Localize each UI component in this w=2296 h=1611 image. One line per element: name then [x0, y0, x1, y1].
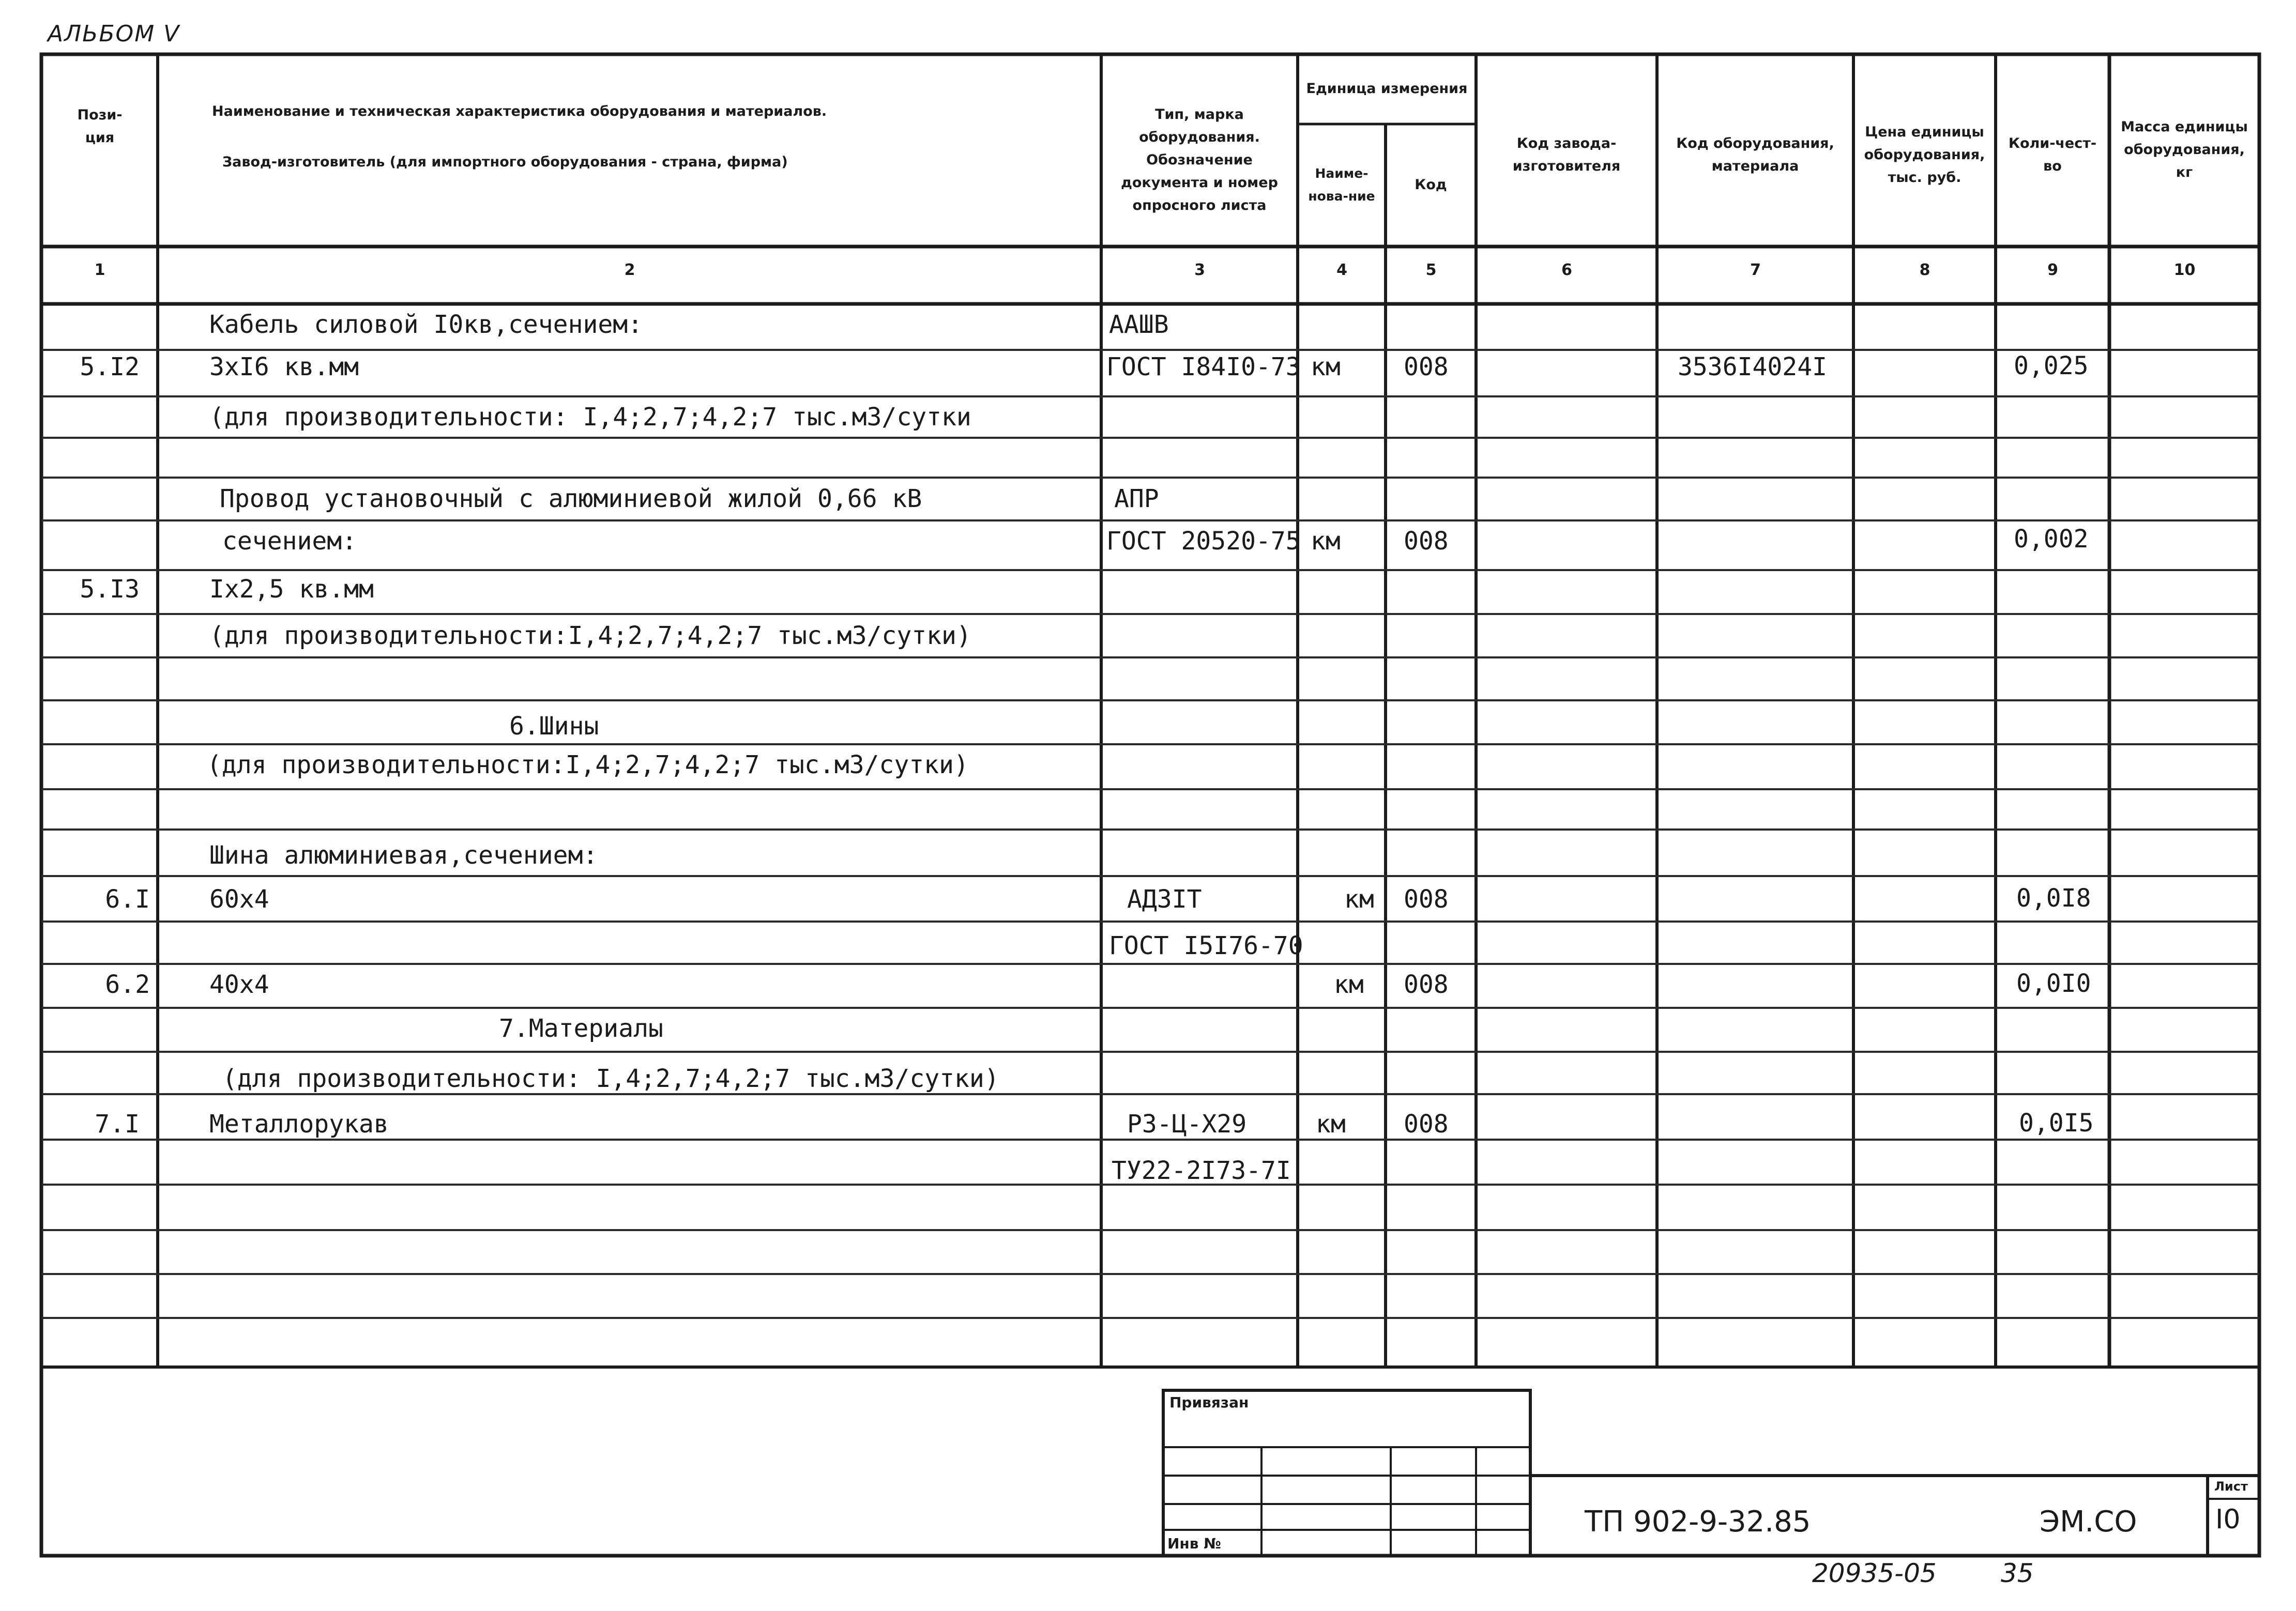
header-quantity: Коли-чест-во — [2008, 135, 2097, 174]
row-name: Кабель силовой I0кв,сечением: — [209, 310, 643, 339]
row-type: ААШВ — [1109, 310, 1169, 339]
sheet-number: I0 — [2215, 1504, 2241, 1535]
header-position: Пози- ция — [77, 107, 123, 146]
row-name: Iх2,5 кв.мм — [209, 575, 374, 604]
row-type: АПР — [1114, 484, 1159, 513]
row-name: 3xI6 кв.мм — [209, 352, 359, 381]
row-name: (для производительности:I,4;2,7;4,2;7 тыс.м3/сутки) — [207, 750, 969, 779]
row-quantity: 0,0I0 — [2016, 969, 2091, 998]
header-unit-group: Единица измерения — [1306, 81, 1468, 97]
row-quantity: 0,0I8 — [2016, 884, 2091, 913]
header-factory-code: Код завода-изготовителя — [1512, 135, 1621, 174]
col-number: 5 — [1425, 261, 1437, 279]
row-name: Шина алюминиевая,сечением: — [209, 841, 598, 870]
row-code: 008 — [1404, 970, 1449, 999]
row-unit: км — [1316, 1110, 1346, 1139]
row-code: 008 — [1404, 1110, 1449, 1139]
header-name-line1: Наименование и техническая характеристика оборудования и материалов. — [212, 103, 827, 119]
album-label: АЛЬБОМ V — [48, 21, 180, 47]
row-quantity: 0,002 — [2014, 525, 2089, 554]
col-number: 9 — [2047, 261, 2058, 279]
col-number: 10 — [2173, 261, 2196, 279]
row-type: ГОСТ I84I0-73 — [1106, 352, 1301, 381]
row-type: ТУ22-2I73-7I — [1112, 1156, 1291, 1185]
row-type: АДЗIТ — [1127, 885, 1202, 914]
header-equipment-code: Код оборудования, материала — [1676, 135, 1834, 174]
section-heading: 6.Шины — [509, 712, 599, 741]
row-position: 5.I3 — [80, 575, 140, 604]
row-name: (для производительности: I,4;2,7;4,2;7 тыс.м3/сутки) — [222, 1064, 999, 1093]
col-number: 8 — [1919, 261, 1930, 279]
col-number: 1 — [94, 261, 105, 279]
row-unit: км — [1311, 352, 1341, 381]
row-name: (для производительности:I,4;2,7;4,2;7 тыс.м3/сутки) — [209, 621, 971, 650]
header-price: Цена единицы оборудования, тыс. руб. — [1864, 124, 1985, 186]
col-number: 2 — [624, 261, 635, 279]
header-unit-name: Наиме-нова-ние — [1308, 165, 1375, 204]
row-position: 6.2 — [105, 970, 150, 999]
row-position: 7.I — [95, 1110, 140, 1139]
col-number: 7 — [1750, 261, 1761, 279]
row-type: ГОСТ I5I76-70 — [1109, 931, 1303, 960]
row-name: Провод установочный с алюминиевой жилой 0,66 кВ — [220, 484, 922, 513]
footer-number: 20935-05 — [1812, 1558, 1937, 1588]
footer-page: 35 — [2001, 1558, 2034, 1588]
header-mass: Масса единицы оборудования, кг — [2121, 119, 2248, 180]
row-name: (для производительности: I,4;2,7;4,2;7 тыс.м3/сутки — [209, 403, 971, 432]
row-code: 008 — [1404, 527, 1449, 556]
document-code: ТП 902-9-32.85 — [1585, 1505, 1811, 1539]
header-type: Тип, марка оборудования. Обозначение документа и номер опросного листа — [1121, 106, 1278, 213]
row-unit: км — [1311, 527, 1341, 556]
row-position: 6.I — [105, 885, 150, 914]
row-code: 008 — [1404, 885, 1449, 914]
row-type: ГОСТ 20520-75 — [1106, 527, 1301, 556]
row-name: сечением: — [222, 527, 357, 556]
section-heading: 7.Материалы — [499, 1014, 663, 1043]
row-equipment-code: 3536I4024I — [1678, 352, 1827, 381]
header-name-line2: Завод-изготовитель (для импортного оборудования - страна, фирма) — [222, 154, 788, 170]
col-number: 3 — [1194, 261, 1205, 279]
stamp-privyazan: Привязан — [1169, 1394, 1249, 1411]
row-name: 40x4 — [209, 970, 269, 999]
row-position: 5.I2 — [80, 352, 140, 381]
row-name: 60x4 — [209, 885, 269, 914]
header-unit-code: Код — [1415, 176, 1447, 193]
row-unit: км — [1344, 885, 1374, 914]
sheet-label: Лист — [2214, 1479, 2248, 1494]
row-quantity: 0,025 — [2014, 351, 2089, 380]
row-code: 008 — [1404, 352, 1449, 381]
row-name: Металлорукав — [209, 1110, 389, 1139]
row-unit: км — [1334, 970, 1364, 999]
row-type: РЗ-Ц-Х29 — [1127, 1110, 1247, 1139]
stamp-inv-no: Инв № — [1167, 1535, 1221, 1552]
document-mark: ЭМ.СО — [2040, 1505, 2137, 1539]
col-number: 4 — [1336, 261, 1347, 279]
col-number: 6 — [1561, 261, 1572, 279]
row-quantity: 0,0I5 — [2019, 1109, 2094, 1138]
